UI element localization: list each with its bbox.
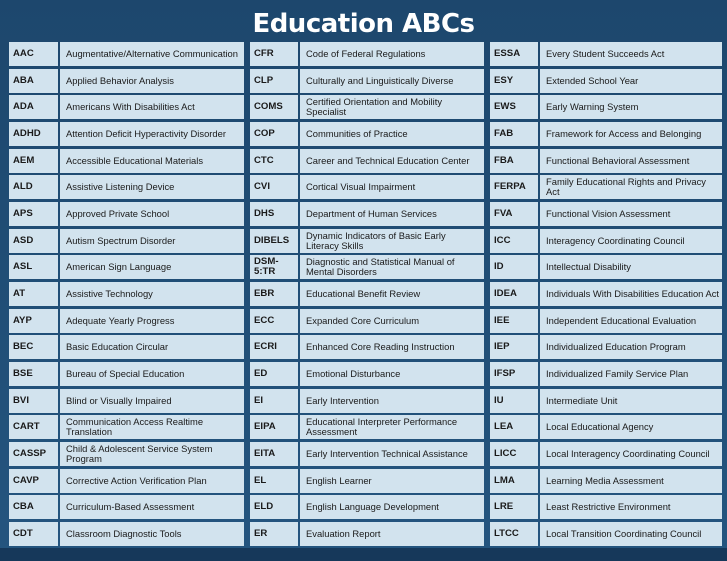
definition-cell: Intellectual Disability: [540, 255, 722, 279]
acronym-cell: COP: [250, 122, 298, 146]
acronym-cell: FBA: [490, 149, 538, 173]
definition-cell: Assistive Technology: [60, 282, 244, 306]
definition-cell: Augmentative/Alternative Communication: [60, 42, 244, 66]
definition-cell: Adequate Yearly Progress: [60, 309, 244, 333]
glossary-row: [9, 335, 244, 359]
acronym-cell: LTCC: [490, 522, 538, 546]
definition-cell: Local Interagency Coordinating Council: [540, 442, 722, 466]
acronym-cell: ED: [250, 362, 298, 386]
glossary-column-3: [490, 42, 722, 546]
acronym-cell: LMA: [490, 469, 538, 493]
glossary-column-2: [250, 42, 484, 546]
acronym-cell: IFSP: [490, 362, 538, 386]
glossary-row: [9, 362, 244, 386]
definition-cell: Emotional Disturbance: [300, 362, 484, 386]
definition-cell: Corrective Action Verification Plan: [60, 469, 244, 493]
definition-cell: Individualized Education Program: [540, 335, 722, 359]
glossary-row: [490, 335, 722, 359]
acronym-cell: CBA: [9, 495, 58, 519]
glossary-column-1: [9, 42, 244, 546]
glossary-row: [490, 415, 722, 439]
definition-cell: Culturally and Linguistically Diverse: [300, 69, 484, 93]
glossary-row: [490, 389, 722, 413]
acronym-cell: IU: [490, 389, 538, 413]
glossary-row: [250, 229, 484, 253]
acronym-cell: BVI: [9, 389, 58, 413]
definition-cell: Autism Spectrum Disorder: [60, 229, 244, 253]
definition-cell: Bureau of Special Education: [60, 362, 244, 386]
acronym-cell: ADHD: [9, 122, 58, 146]
acronym-cell: ASL: [9, 255, 58, 279]
acronym-cell: ECRI: [250, 335, 298, 359]
definition-cell: English Language Development: [300, 495, 484, 519]
glossary-row: [490, 255, 722, 279]
definition-cell: Functional Vision Assessment: [540, 202, 722, 226]
acronym-cell: COMS: [250, 95, 298, 119]
definition-cell: Classroom Diagnostic Tools: [60, 522, 244, 546]
definition-cell: American Sign Language: [60, 255, 244, 279]
acronym-cell: DIBELS: [250, 229, 298, 253]
acronym-cell: FERPA: [490, 175, 538, 199]
glossary-row: [250, 362, 484, 386]
definition-cell: Americans With Disabilities Act: [60, 95, 244, 119]
glossary-columns: [9, 42, 722, 546]
definition-cell: Communities of Practice: [300, 122, 484, 146]
glossary-row: [9, 202, 244, 226]
glossary-row: [9, 442, 244, 466]
glossary-row: [490, 202, 722, 226]
glossary-row: [9, 42, 244, 66]
definition-cell: Assistive Listening Device: [60, 175, 244, 199]
glossary-row: [490, 309, 722, 333]
definition-cell: Diagnostic and Statistical Manual of Mental Disorders: [300, 255, 484, 279]
definition-cell: Expanded Core Curriculum: [300, 309, 484, 333]
acronym-cell: EWS: [490, 95, 538, 119]
acronym-cell: FAB: [490, 122, 538, 146]
acronym-cell: ESSA: [490, 42, 538, 66]
acronym-cell: FVA: [490, 202, 538, 226]
definition-cell: Enhanced Core Reading Instruction: [300, 335, 484, 359]
glossary-row: [490, 282, 722, 306]
definition-cell: Educational Benefit Review: [300, 282, 484, 306]
acronym-cell: ABA: [9, 69, 58, 93]
glossary-row: [250, 415, 484, 439]
definition-cell: Local Educational Agency: [540, 415, 722, 439]
definition-cell: Learning Media Assessment: [540, 469, 722, 493]
acronym-cell: APS: [9, 202, 58, 226]
definition-cell: Individuals With Disabilities Education Act: [540, 282, 722, 306]
definition-cell: Interagency Coordinating Council: [540, 229, 722, 253]
acronym-cell: EI: [250, 389, 298, 413]
definition-cell: Applied Behavior Analysis: [60, 69, 244, 93]
glossary-row: [250, 202, 484, 226]
acronym-cell: CFR: [250, 42, 298, 66]
definition-cell: Curriculum-Based Assessment: [60, 495, 244, 519]
definition-cell: Communication Access Realtime Translation: [60, 415, 244, 439]
glossary-row: [490, 42, 722, 66]
definition-cell: Approved Private School: [60, 202, 244, 226]
acronym-cell: CAVP: [9, 469, 58, 493]
definition-cell: Framework for Access and Belonging: [540, 122, 722, 146]
glossary-row: [250, 442, 484, 466]
acronym-cell: AYP: [9, 309, 58, 333]
acronym-cell: IEE: [490, 309, 538, 333]
definition-cell: Family Educational Rights and Privacy Act: [540, 175, 722, 199]
glossary-row: [490, 149, 722, 173]
glossary-row: [490, 495, 722, 519]
glossary-row: [250, 389, 484, 413]
definition-cell: Department of Human Services: [300, 202, 484, 226]
definition-cell: Functional Behavioral Assessment: [540, 149, 722, 173]
glossary-row: [250, 282, 484, 306]
glossary-row: [250, 255, 484, 279]
glossary-row: [490, 442, 722, 466]
glossary-row: [490, 122, 722, 146]
acronym-cell: EIPA: [250, 415, 298, 439]
acronym-cell: CTC: [250, 149, 298, 173]
acronym-cell: ICC: [490, 229, 538, 253]
glossary-row: [250, 522, 484, 546]
footer-band: [0, 548, 727, 561]
acronym-cell: ASD: [9, 229, 58, 253]
acronym-cell: IDEA: [490, 282, 538, 306]
acronym-cell: BEC: [9, 335, 58, 359]
definition-cell: Early Intervention: [300, 389, 484, 413]
acronym-cell: BSE: [9, 362, 58, 386]
definition-cell: Cortical Visual Impairment: [300, 175, 484, 199]
acronym-cell: CART: [9, 415, 58, 439]
glossary-row: [490, 469, 722, 493]
definition-cell: Attention Deficit Hyperactivity Disorder: [60, 122, 244, 146]
acronym-cell: ELD: [250, 495, 298, 519]
glossary-row: [250, 122, 484, 146]
definition-cell: Dynamic Indicators of Basic Early Literacy Skills: [300, 229, 484, 253]
definition-cell: Child & Adolescent Service System Program: [60, 442, 244, 466]
acronym-cell: ADA: [9, 95, 58, 119]
acronym-cell: ECC: [250, 309, 298, 333]
definition-cell: Intermediate Unit: [540, 389, 722, 413]
acronym-cell: CVI: [250, 175, 298, 199]
glossary-row: [9, 389, 244, 413]
acronym-cell: ER: [250, 522, 298, 546]
definition-cell: Least Restrictive Environment: [540, 495, 722, 519]
acronym-cell: EL: [250, 469, 298, 493]
glossary-row: [9, 229, 244, 253]
definition-cell: Career and Technical Education Center: [300, 149, 484, 173]
glossary-row: [250, 95, 484, 119]
acronym-cell: EITA: [250, 442, 298, 466]
glossary-row: [490, 95, 722, 119]
definition-cell: Accessible Educational Materials: [60, 149, 244, 173]
definition-cell: Early Warning System: [540, 95, 722, 119]
glossary-row: [250, 149, 484, 173]
definition-cell: Evaluation Report: [300, 522, 484, 546]
definition-cell: Extended School Year: [540, 69, 722, 93]
glossary-row: [9, 495, 244, 519]
glossary-row: [9, 469, 244, 493]
glossary-row: [250, 175, 484, 199]
glossary-row: [490, 229, 722, 253]
glossary-row: [250, 495, 484, 519]
acronym-cell: LICC: [490, 442, 538, 466]
acronym-cell: AT: [9, 282, 58, 306]
glossary-row: [9, 69, 244, 93]
glossary-row: [9, 95, 244, 119]
acronym-cell: ID: [490, 255, 538, 279]
glossary-row: [9, 309, 244, 333]
definition-cell: Certified Orientation and Mobility Specialist: [300, 95, 484, 119]
glossary-row: [250, 469, 484, 493]
acronym-cell: IEP: [490, 335, 538, 359]
page-title: Education ABCs: [252, 9, 475, 39]
acronym-cell: AAC: [9, 42, 58, 66]
definition-cell: Blind or Visually Impaired: [60, 389, 244, 413]
definition-cell: Local Transition Coordinating Council: [540, 522, 722, 546]
definition-cell: Educational Interpreter Performance Assessment: [300, 415, 484, 439]
glossary-row: [250, 309, 484, 333]
acronym-cell: CASSP: [9, 442, 58, 466]
glossary-row: [9, 282, 244, 306]
glossary-row: [250, 335, 484, 359]
acronym-cell: LRE: [490, 495, 538, 519]
acronym-cell: EBR: [250, 282, 298, 306]
glossary-row: [490, 175, 722, 199]
definition-cell: Individualized Family Service Plan: [540, 362, 722, 386]
glossary-row: [490, 522, 722, 546]
acronym-cell: DHS: [250, 202, 298, 226]
acronym-cell: AEM: [9, 149, 58, 173]
acronym-cell: CDT: [9, 522, 58, 546]
glossary-row: [250, 42, 484, 66]
glossary-row: [490, 362, 722, 386]
definition-cell: English Learner: [300, 469, 484, 493]
glossary-row: [9, 175, 244, 199]
glossary-row: [9, 415, 244, 439]
acronym-cell: CLP: [250, 69, 298, 93]
glossary-row: [9, 149, 244, 173]
acronym-cell: ESY: [490, 69, 538, 93]
acronym-cell: LEA: [490, 415, 538, 439]
definition-cell: Basic Education Circular: [60, 335, 244, 359]
glossary-row: [250, 69, 484, 93]
glossary-row: [9, 122, 244, 146]
acronym-cell: DSM-5:TR: [250, 255, 298, 279]
definition-cell: Early Intervention Technical Assistance: [300, 442, 484, 466]
definition-cell: Every Student Succeeds Act: [540, 42, 722, 66]
acronym-cell: ALD: [9, 175, 58, 199]
definition-cell: Code of Federal Regulations: [300, 42, 484, 66]
glossary-row: [9, 255, 244, 279]
definition-cell: Independent Educational Evaluation: [540, 309, 722, 333]
glossary-row: [9, 522, 244, 546]
glossary-row: [490, 69, 722, 93]
